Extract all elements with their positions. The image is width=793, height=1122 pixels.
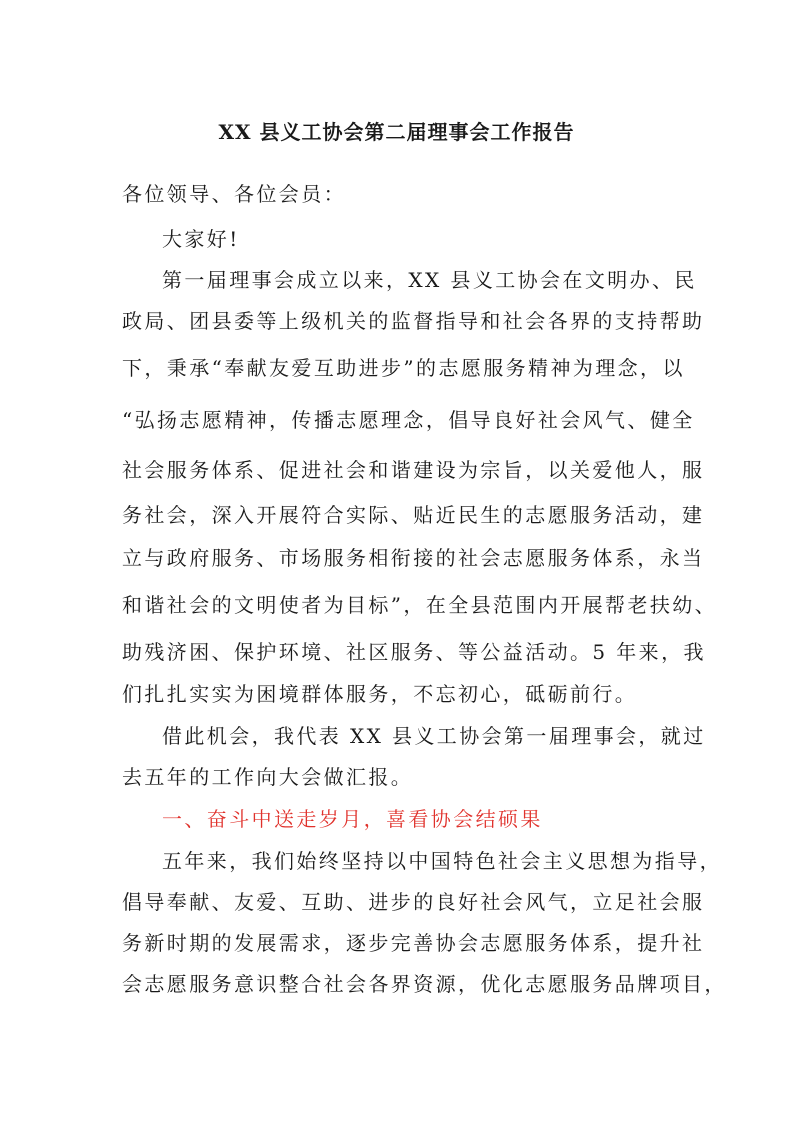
paragraph-1-line-6: 务社会，深入开展符合实际、贴近民生的志愿服务活动，建	[122, 503, 705, 527]
paragraph-1-line-10: 们扎扎实实为困境群体服务，不忘初心，砥砺前行。	[122, 682, 638, 706]
paragraph-1-line-8: 和谐社会的文明使者为目标”，在全县范围内开展帮老扶幼、	[122, 593, 718, 617]
paragraph-1-line-3: 下，秉承“奉献友爱互助进步”的志愿服务精神为理念，以	[122, 356, 685, 380]
paragraph-3-line-1: 五年来，我们始终坚持以中国特色社会主义思想为指导，	[162, 849, 722, 873]
paragraph-1-line-2: 政局、团县委等上级机关的监督指导和社会各界的支持帮助	[122, 309, 705, 333]
paragraph-1-line-7: 立与政府服务、市场服务相衔接的社会志愿服务体系，永当	[122, 546, 705, 570]
paragraph-1-line-5: 社会服务体系、促进社会和谐建设为宗旨，以关爱他人，服	[122, 458, 705, 482]
paragraph-2-line-2: 去五年的工作向大会做汇报。	[122, 765, 414, 789]
paragraph-3-line-4: 会志愿服务意识整合社会各界资源，优化志愿服务品牌项目，	[122, 972, 727, 996]
paragraph-3-line-3: 务新时期的发展需求，逐步完善协会志愿服务体系，提升社	[122, 931, 705, 955]
section-1-heading: 一、奋斗中送走岁月，喜看协会结硕果	[162, 807, 543, 831]
salutation: 各位领导、各位会员：	[122, 182, 346, 206]
greeting: 大家好!	[162, 227, 240, 251]
paragraph-1-line-1: 第一届理事会成立以来，XX 县义工协会在文明办、民	[162, 268, 697, 292]
paragraph-1-line-4: “弘扬志愿精神，传播志愿理念，倡导良好社会风气、健全	[122, 408, 695, 432]
paragraph-3-line-2: 倡导奉献、友爱、互助、进步的良好社会风气，立足社会服	[122, 890, 705, 914]
paragraph-1-line-9: 助残济困、保护环境、社区服务、等公益活动。5 年来，我	[122, 640, 706, 664]
paragraph-2-line-1: 借此机会，我代表 XX 县义工协会第一届理事会，就过	[162, 724, 706, 748]
document-title: XX 县义工协会第二届理事会工作报告	[218, 120, 575, 144]
